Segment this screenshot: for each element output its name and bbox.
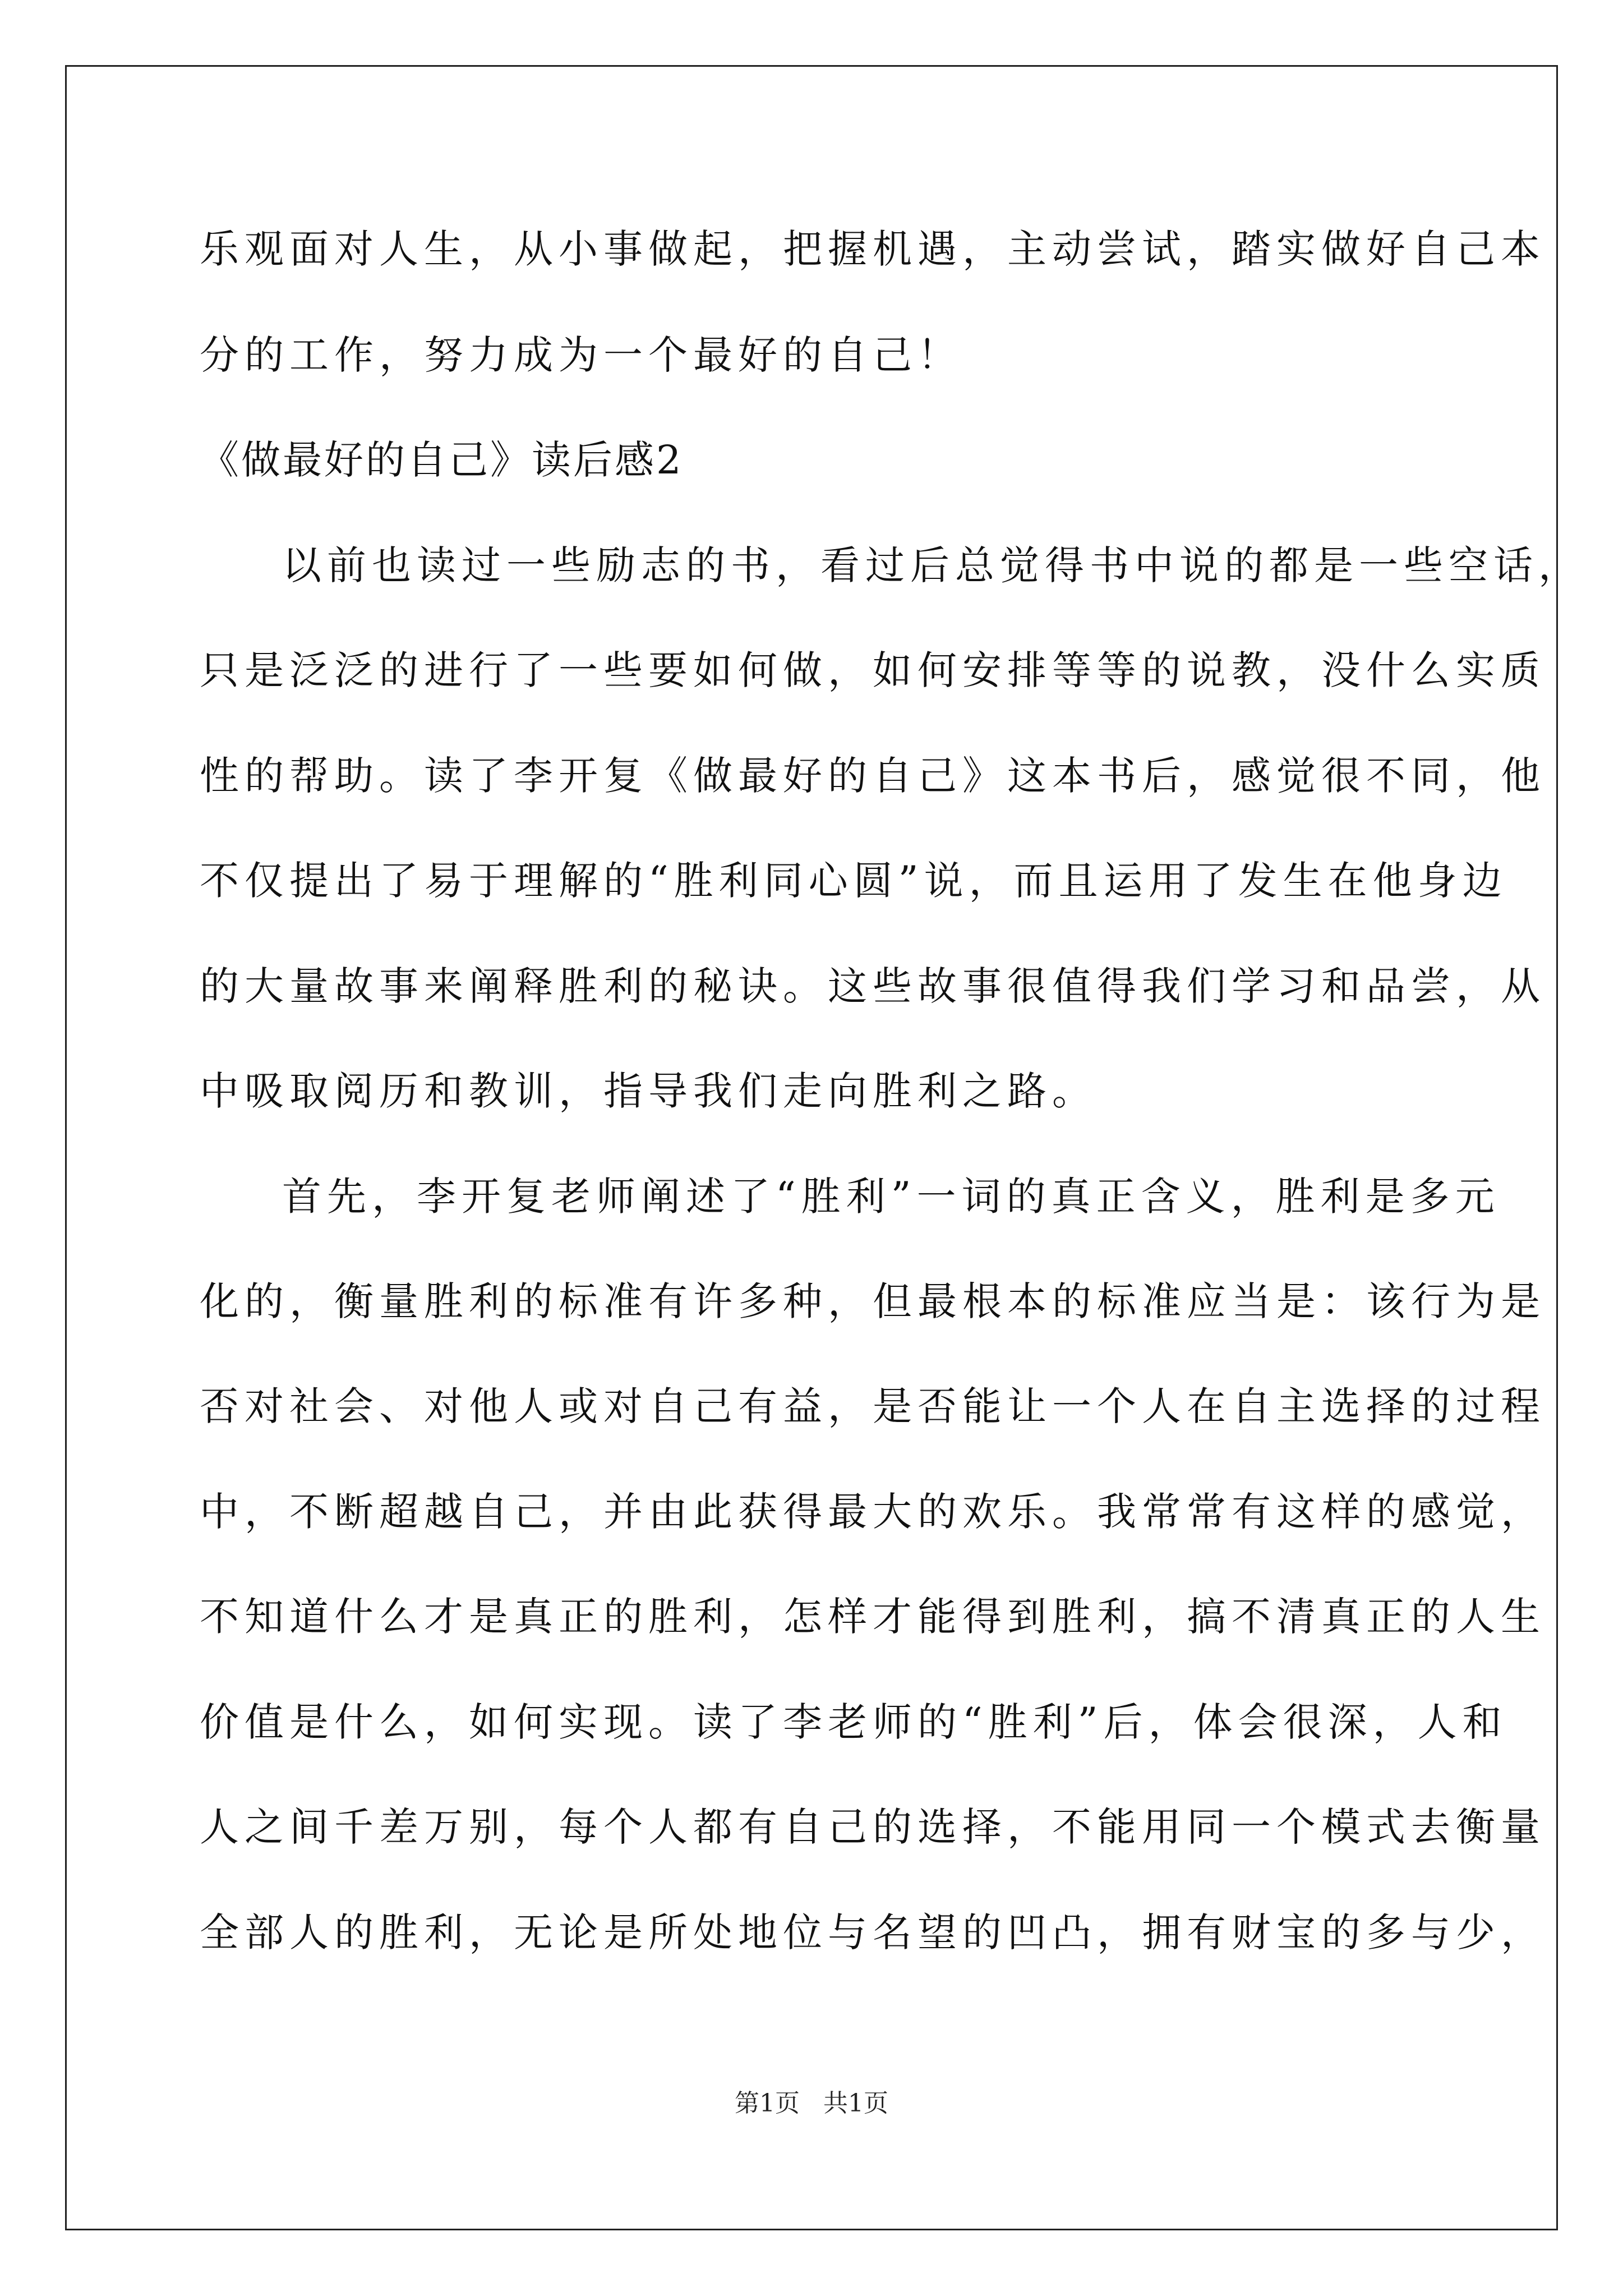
body-line: 分的工作，努力成为一个最好的自己！	[200, 332, 962, 378]
paragraph-1-line: 性的帮助。读了李开复《做最好的自己》这本书后，感觉很不同，他	[200, 753, 1546, 799]
page-footer: 第1页 共1页	[735, 2089, 888, 2118]
paragraph-2-line: 中，不断超越自己，并由此获得最大的欢乐。我常常有这样的感觉，	[200, 1489, 1546, 1535]
paragraph-2-line: 化的，衡量胜利的标准有许多种，但最根本的标准应当是：该行为是	[200, 1278, 1546, 1324]
paragraph-1-line: 只是泛泛的进行了一些要如何做，如何安排等等的说教，没什么实质	[200, 647, 1546, 693]
paragraph-2-line: 价值是什么，如何实现。读了李老师的“胜利”后，体会很深，人和	[200, 1699, 1507, 1745]
paragraph-2-line: 否对社会、对他人或对自己有益，是否能让一个人在自主选择的过程	[200, 1383, 1546, 1429]
body-line: 乐观面对人生，从小事做起，把握机遇，主动尝试，踏实做好自己本	[200, 226, 1546, 272]
paragraph-2-line: 人之间千差万别，每个人都有自己的选择，不能用同一个模式去衡量	[200, 1804, 1546, 1850]
paragraph-1-line: 以前也读过一些励志的书，看过后总觉得书中说的都是一些空话，	[282, 542, 1583, 588]
paragraph-2-line: 首先，李开复老师阐述了“胜利”一词的真正含义，胜利是多元	[282, 1174, 1500, 1220]
paragraph-2-line: 不知道什么才是真正的胜利，怎样才能得到胜利，搞不清真正的人生	[200, 1594, 1546, 1640]
paragraph-1-line: 中吸取阅历和教训，指导我们走向胜利之路。	[200, 1068, 1097, 1114]
paragraph-2-line: 全部人的胜利，无论是所处地位与名望的凹凸，拥有财宝的多与少，	[200, 1910, 1546, 1955]
paragraph-1-line: 的大量故事来阐释胜利的秘诀。这些故事很值得我们学习和品尝，从	[200, 963, 1546, 1009]
paragraph-1-line: 不仅提出了易于理解的“胜利同心圆”说，而且运用了发生在他身边	[200, 858, 1507, 904]
section-title: 《做最好的自己》读后感2	[200, 437, 684, 483]
